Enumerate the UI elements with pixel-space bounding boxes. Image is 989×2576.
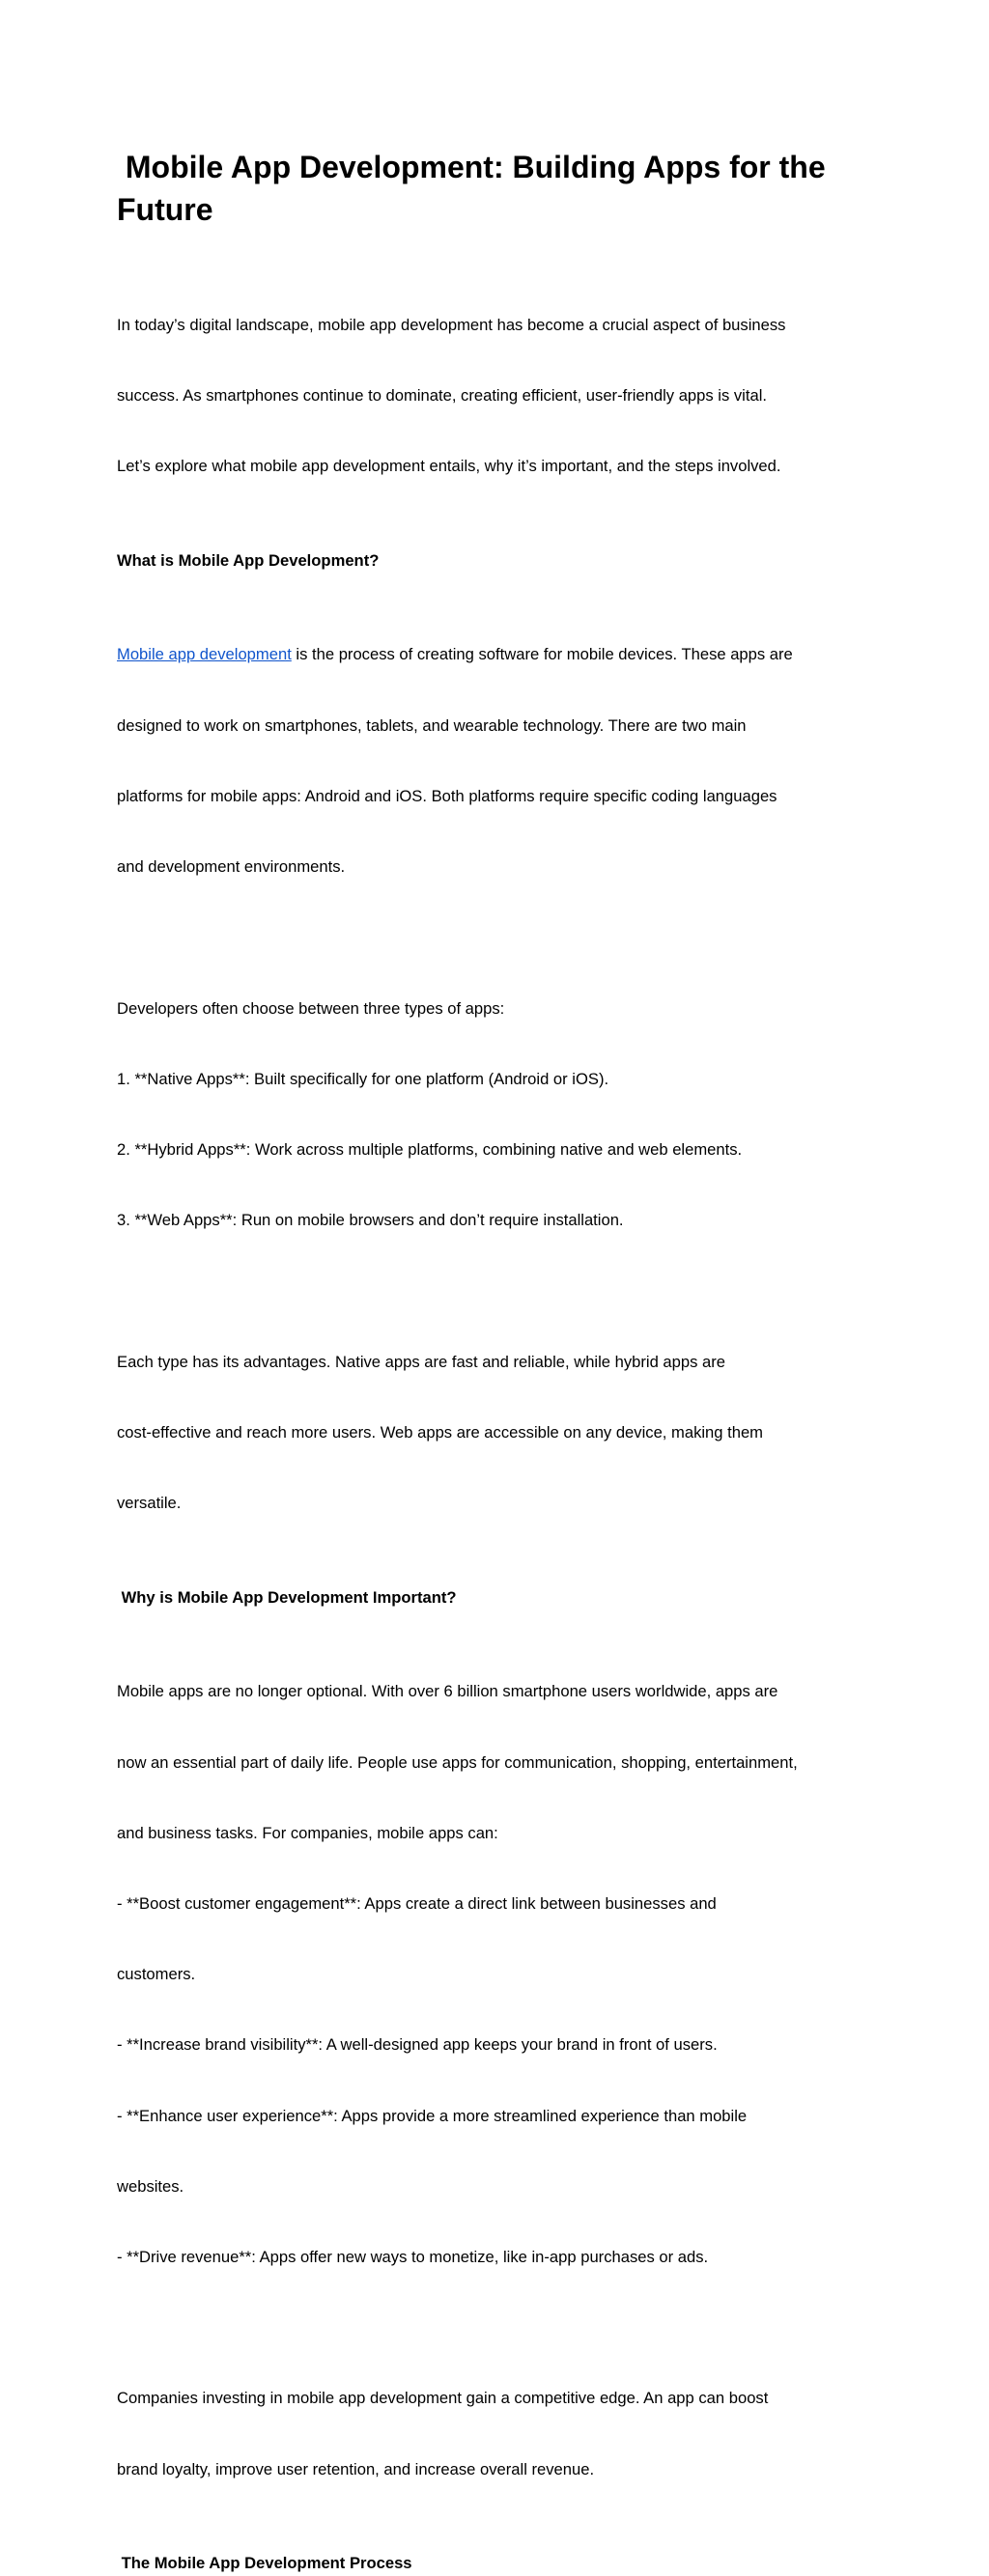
importance-line: now an essential part of daily life. People use apps for communication, shopping, entertainment, [117, 1752, 798, 1772]
section-heading-process: The Mobile App Development Process [117, 2554, 412, 2573]
definition-paragraph [117, 597, 880, 927]
definition-line: platforms for mobile apps: Android and iOS. Both platforms require specific coding languages [117, 786, 777, 805]
competitive-line: Companies investing in mobile app development gain a competitive edge. An app can boost [117, 2389, 769, 2408]
list-item: 3. **Web Apps**: Run on mobile browsers and don’t require installation. [117, 1211, 624, 1230]
list-item: 2. **Hybrid Apps**: Work across multiple platforms, combining native and web elements. [117, 1139, 743, 1159]
list-item: - **Drive revenue**: Apps offer new ways to monetize, like in-app purchases or ads. [117, 2248, 709, 2267]
intro-line: success. As smartphones continue to dominate, creating efficient, user-friendly apps is vital. [117, 386, 768, 406]
page-title: Mobile App Development: Building Apps for the Future [117, 150, 834, 227]
list-item: websites. [117, 2176, 184, 2196]
advantages-line: cost-effective and reach more users. Web apps are accessible on any device, making them [117, 1422, 764, 1442]
list-item: - **Increase brand visibility**: A well-designed app keeps your brand in front of users. [117, 2035, 718, 2055]
app-types-list [117, 950, 880, 1280]
intro-line: Let’s explore what mobile app development entails, why it’s important, and the steps involved. [117, 457, 781, 476]
importance-line: Mobile apps are no longer optional. With over 6 billion smartphone users worldwide, apps are [117, 1682, 778, 1701]
section-heading-why-important: Why is Mobile App Development Important? [117, 1587, 457, 1607]
intro-paragraph [117, 266, 880, 525]
advantages-line: versatile. [117, 1494, 182, 1513]
list-intro: Developers often choose between three types of apps: [117, 998, 505, 1018]
list-item: - **Enhance user experience**: Apps provide a more streamlined experience than mobile [117, 2106, 748, 2125]
list-item: 1. **Native Apps**: Built specifically for one platform (Android or iOS). [117, 1069, 609, 1088]
competitive-line: brand loyalty, improve user retention, and increase overall revenue. [117, 2459, 595, 2478]
advantages-line: Each type has its advantages. Native apps are fast and reliable, while hybrid apps are [117, 1352, 726, 1371]
document-page [117, 146, 880, 2576]
definition-line: designed to work on smartphones, tablets, and wearable technology. There are two main [117, 715, 747, 735]
importance-paragraph [117, 1633, 880, 2316]
definition-line [117, 643, 880, 666]
intro-line: In today’s digital landscape, mobile app development has become a crucial aspect of business [117, 315, 786, 334]
list-item: - **Boost customer engagement**: Apps create a direct link between businesses and [117, 1893, 717, 1913]
definition-line: and development environments. [117, 857, 346, 877]
list-item: customers. [117, 1965, 196, 1984]
section-heading-what-is: What is Mobile App Development? [117, 550, 380, 570]
definition-text: is the process of creating software for mobile devices. These apps are [291, 645, 793, 664]
advantages-paragraph [117, 1303, 880, 1562]
mobile-app-development-link[interactable]: Mobile app development [117, 645, 292, 664]
competitive-edge-paragraph [117, 2340, 880, 2529]
importance-line: and business tasks. For companies, mobile apps can: [117, 1823, 498, 1842]
